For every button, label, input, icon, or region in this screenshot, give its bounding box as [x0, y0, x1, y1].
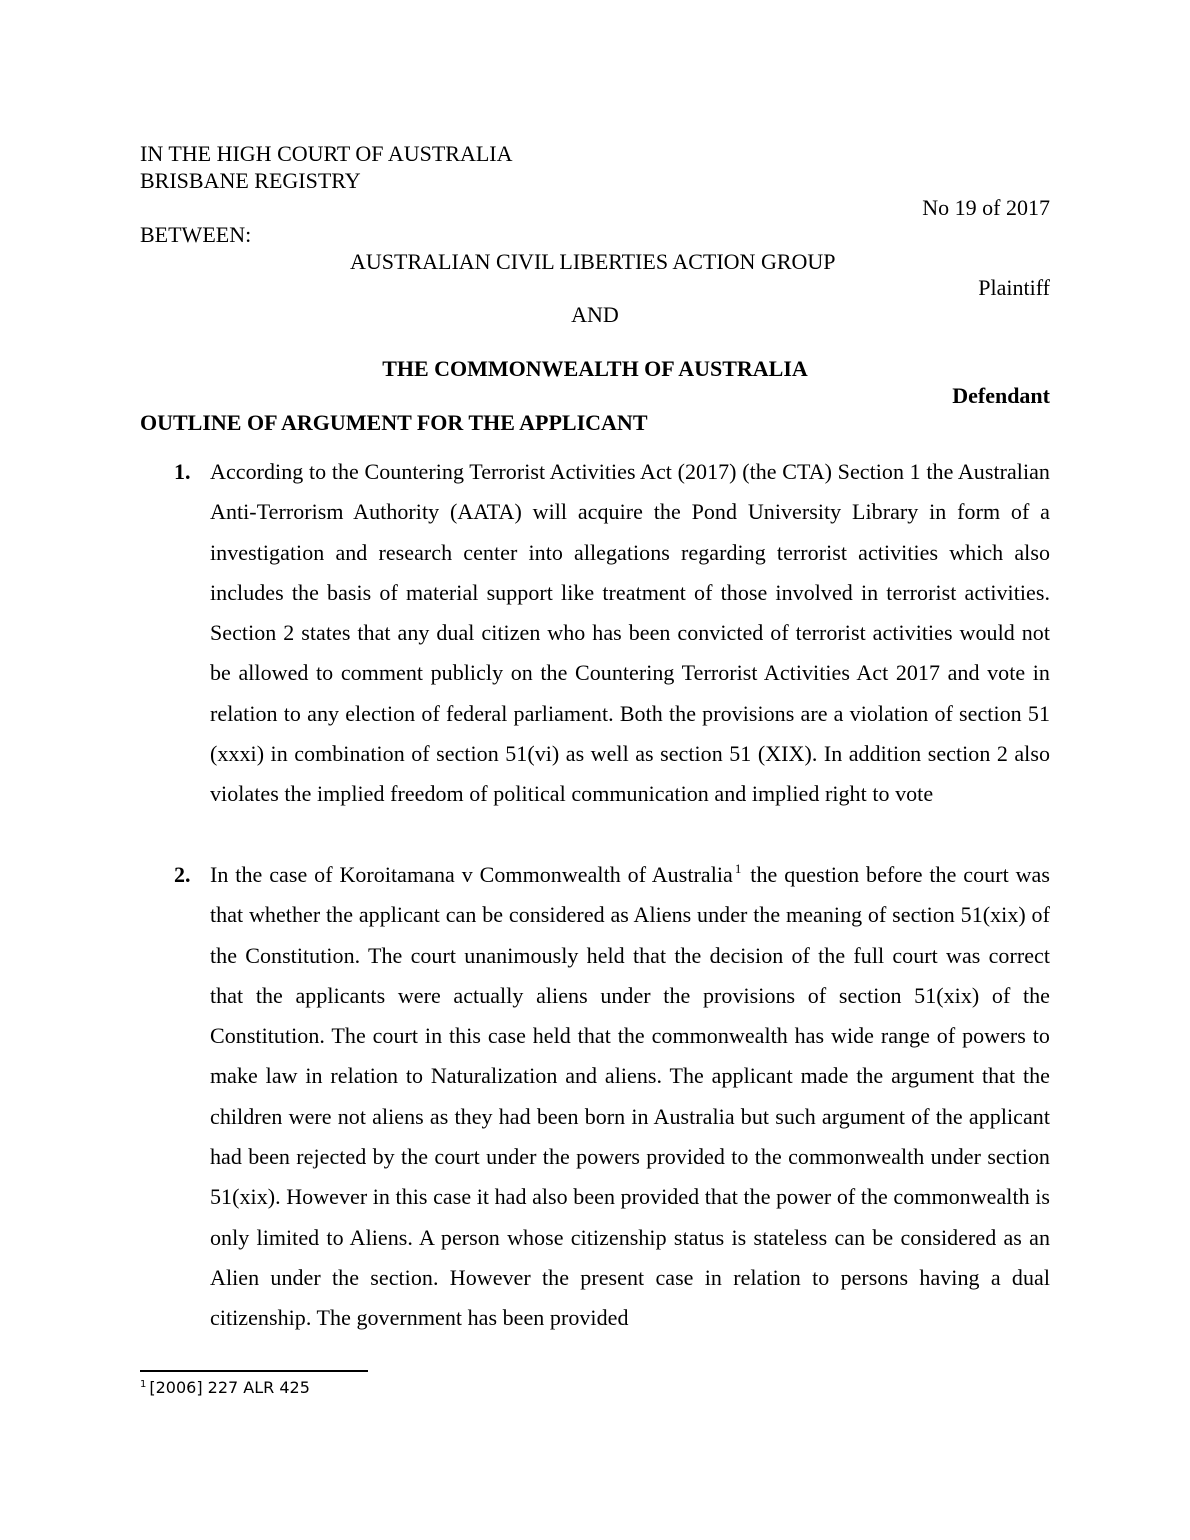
footnote-reference[interactable]: 1 [734, 861, 742, 876]
paragraph-text-before-footnote: In the case of Koroitamana v Commonwealth of Australia [210, 862, 733, 887]
and-label: AND [571, 302, 619, 327]
paragraph-2 [140, 855, 1050, 1339]
paragraph-text-after-footnote: the question before the court was that whether the applicant can be considered as Aliens under the meaning of section 51(xix) of the Constitution. The court unanimously held that the decision of the full court was correct that the applicants were actually aliens under the provisions of section 51(xix) of the Constitution. The court in this case held that the commonwealth has wide range of powers to make law in relation to Naturalization and aliens. The applicant made the argument that the children were not aliens as they had been born in Australia but such argument of the applicant had been rejected by the court under the powers provided to the commonwealth under section 51(xix). However in this case it had also been provided that the power of the commonwealth is only limited to Aliens. A person whose citizenship status is stateless can be considered as an Alien under the section. However the present case in relation to persons having a dual citizenship. The government has been provided [210, 862, 1050, 1331]
paragraph-text: According to the Countering Terrorist Activities Act (2017) (the CTA) Section 1 the Australian Anti-Terrorism Authority (AATA) will acquire the Pond University Library in form of a investigation and research center into allegations regarding terrorist activities which also includes the basis of material support like treatment of those involved in terrorist activities. Section 2 states that any dual citizen who has been convicted of terrorist activities would not be allowed to comment publicly on the Countering Terrorist Activities Act 2017 and vote in relation to any election of federal parliament. Both the provisions are a violation of section 51 (xxxi) in combination of section 51(vi) as well as section 51 (XIX). In addition section 2 also violates the implied freedom of political communication and implied right to vote [210, 459, 1050, 807]
footnote-number: 1 [140, 1379, 147, 1390]
paragraph-1 [140, 452, 1050, 815]
defendant-name: THE COMMONWEALTH OF AUSTRALIA [382, 356, 808, 381]
registry-name: BRISBANE REGISTRY [140, 168, 361, 193]
plaintiff-name: AUSTRALIAN CIVIL LIBERTIES ACTION GROUP [350, 249, 836, 274]
paragraph-number: 2. [174, 862, 191, 887]
plaintiff-role: Plaintiff [978, 275, 1050, 300]
document-title: OUTLINE OF ARGUMENT FOR THE APPLICANT [140, 410, 648, 435]
case-number: No 19 of 2017 [922, 195, 1050, 220]
defendant-role: Defendant [952, 383, 1050, 408]
footnote-separator [140, 1370, 368, 1372]
footnote-text: [2006] 227 ALR 425 [149, 1378, 310, 1397]
between-label: BETWEEN: [140, 222, 252, 247]
paragraph-number: 1. [174, 459, 191, 484]
footnote [140, 1378, 310, 1398]
court-name: IN THE HIGH COURT OF AUSTRALIA [140, 141, 513, 166]
paragraph-text [210, 855, 1050, 1339]
